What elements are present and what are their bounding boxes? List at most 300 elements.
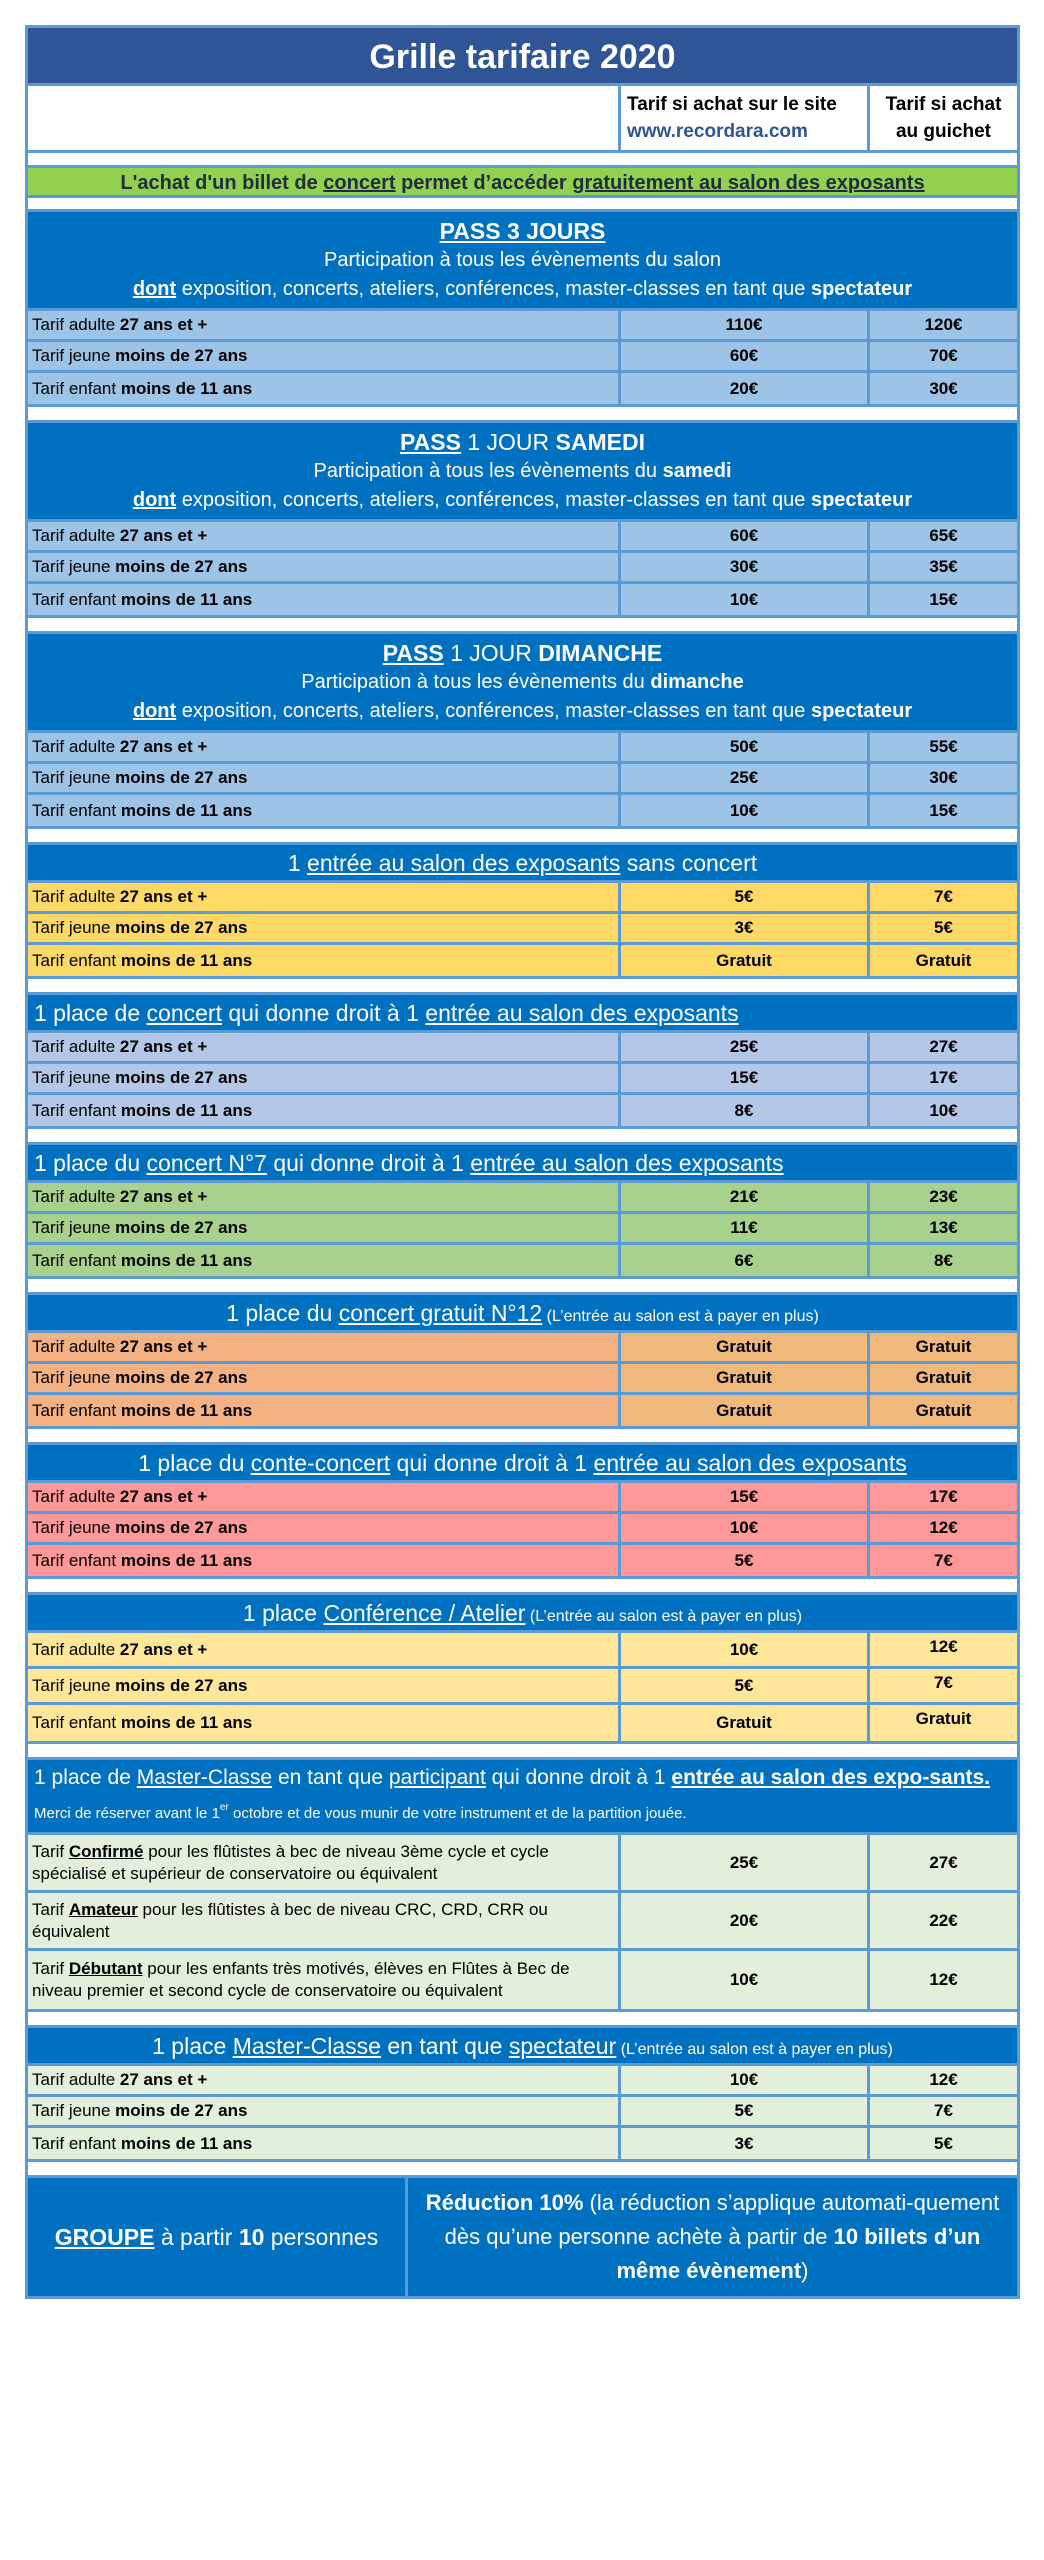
tarif-label-text [32,768,247,788]
price-row [28,2097,1017,2128]
tarif-label [28,764,621,792]
price-site: 21€ [621,1183,870,1211]
section-details [34,275,1011,304]
price-site: 15€ [621,1483,870,1511]
tarif-prefix: Tarif enfant [32,800,121,820]
price-row [28,1333,1017,1364]
tarif-prefix: Tarif enfant [32,1250,121,1270]
tarif-prefix: Tarif adulte [32,1639,120,1659]
price-rows [28,311,1017,407]
price-site: 10€ [621,584,870,615]
tarif-label [28,311,621,339]
tarif-age: moins de 11 ans [120,1400,253,1420]
price-site: Gratuit [621,1333,870,1361]
tarif-label-text [32,1337,207,1357]
price-site: 20€ [621,373,870,404]
section-header [28,212,1017,311]
tarif-label [28,2066,621,2094]
tarif-label-text [32,1401,252,1421]
price-row [28,795,1017,826]
tarif-age: 27 ans et + [119,1037,208,1056]
price-row [28,1669,1017,1705]
price-site: 5€ [621,1669,870,1702]
tarif-label [28,342,621,370]
tarif-label-text [32,1037,207,1057]
tarif-age: moins de 27 ans [115,918,248,937]
price-rows [28,733,1017,829]
tarif-age: moins de 27 ans [115,346,248,365]
reduction-threshold: 10 billets d’un même évènement [616,2224,981,2283]
tarif-label-text [32,590,252,610]
tarif-label-text [32,887,207,907]
price-row [28,1633,1017,1669]
tarif-label [28,1893,621,1948]
price-guichet: 35€ [870,553,1017,581]
group-label [28,2178,408,2296]
price-row [28,373,1017,404]
price-site: 3€ [621,2128,870,2159]
info-banner [28,168,1017,198]
group-label-text [55,2224,378,2251]
tarif-level: Débutant [68,1959,143,1978]
tarif-label-text [32,1676,247,1696]
spacer [28,1429,1017,1445]
tarif-prefix: Tarif jeune [32,1218,116,1237]
price-guichet: 17€ [870,1483,1017,1511]
tarif-prefix: Tarif adulte [32,315,120,334]
tarif-label-text [32,1551,252,1571]
tarif-age: 27 ans et + [119,887,208,906]
spacer [28,2012,1017,2028]
price-row [28,1395,1017,1426]
tarif-desc: pour les flûtistes à bec de niveau CRC, CRD, CRR ou équivalent [32,1899,548,1941]
section-title-part: 1 place [242,1600,324,1626]
section-title [34,638,1011,668]
tarif-label [28,1514,621,1542]
section-details [34,486,1011,515]
section-title-part: 1 place de [34,1000,147,1026]
tarif-label-text [32,1640,207,1660]
price-rows [28,2066,1017,2162]
section-title-part: conte-concert [250,1450,391,1476]
group-end: personnes [264,2223,379,2250]
section-title-part: concert N°7 [146,1150,267,1176]
tarif-prefix: Tarif adulte [32,737,120,756]
tarif-label-text [32,1251,252,1271]
price-site: 8€ [621,1095,870,1126]
section-header [28,423,1017,522]
tarif-label-text [32,951,252,971]
spacer [28,1579,1017,1595]
section-header [28,995,1017,1033]
price-row [28,311,1017,342]
price-guichet: 13€ [870,1214,1017,1242]
price-row [28,1705,1017,1741]
reduction-end: ) [801,2258,809,2283]
column-guichet-line2: au guichet [895,121,991,142]
price-guichet: 30€ [870,764,1017,792]
price-guichet: Gratuit [870,1364,1017,1392]
tarif-label [28,1483,621,1511]
tarif-label-text [32,526,207,546]
section-note: (L’entrée au salon est à payer en plus) [542,1308,819,1325]
section-title-part: entrée au salon des exposants [470,1150,784,1176]
price-guichet: 65€ [870,522,1017,550]
price-guichet: 7€ [870,2097,1017,2125]
price-site: 60€ [621,342,870,370]
price-site: 25€ [621,764,870,792]
spacer [28,618,1017,634]
section-title [34,1298,1011,1332]
section-title-part: qui donne droit à 1 [390,1450,594,1476]
tarif-label-text [32,557,247,577]
price-rows [28,883,1017,979]
price-site: 11€ [621,1214,870,1242]
tarif-prefix: Tarif [32,1841,69,1861]
price-row [28,733,1017,764]
price-row [28,342,1017,373]
section-note: (L’entrée au salon est à payer en plus) [616,2041,893,2058]
price-site: 20€ [621,1893,870,1948]
section-title-part: en tant que [272,1766,389,1789]
column-header-guichet [870,86,1017,150]
tarif-label [28,522,621,550]
tarif-prefix: Tarif enfant [32,1713,121,1732]
tarif-label-text [32,1218,247,1238]
tarif-label [28,1705,621,1741]
tarif-prefix: Tarif jeune [32,918,116,937]
section-title-part: entrée au salon des exposants [307,850,621,876]
spacer [28,2162,1017,2178]
reduction-rate: Réduction 10% [425,2190,584,2215]
price-guichet: 7€ [870,883,1017,911]
section-title [34,1148,1011,1178]
price-guichet: 27€ [870,1835,1017,1890]
tarif-prefix: Tarif adulte [32,887,120,906]
details-dont: dont [132,489,177,511]
tarif-label-text [32,2134,252,2154]
section-title [34,1764,1011,1828]
tarif-label-text [32,1368,247,1388]
price-rows [28,1033,1017,1129]
price-row [28,522,1017,553]
tarif-label [28,1669,621,1702]
section-note-2: octobre et de vous munir de votre instrument et de la partition jouée. [228,1805,687,1822]
tarif-label-text [32,1187,207,1207]
price-rows [28,1183,1017,1279]
tarif-label-text [32,918,247,938]
price-site: 5€ [621,883,870,911]
group-count: 10 [238,2223,265,2250]
tarif-label-text [32,1713,252,1733]
price-guichet: 30€ [870,373,1017,404]
price-guichet: 5€ [870,914,1017,942]
price-row [28,2066,1017,2097]
price-guichet: 12€ [870,1514,1017,1542]
column-site-label: Tarif si achat sur le site [627,94,837,115]
tarif-label-text [32,2101,247,2121]
banner-concert: concert [323,172,396,194]
price-site: Gratuit [621,1395,870,1426]
pass-day: SAMEDI [555,429,645,455]
price-site: 25€ [621,1835,870,1890]
price-rows [28,1633,1017,1744]
price-guichet: 8€ [870,1245,1017,1276]
tarif-prefix: Tarif jeune [32,1368,116,1387]
section-title-part: qui donne droit à 1 [485,1766,672,1789]
tarif-age: 27 ans et + [119,1487,208,1506]
tarif-label-text [32,1518,247,1538]
section-title-part: 1 place de [34,1766,137,1789]
spacer [28,829,1017,845]
tarif-prefix: Tarif jeune [32,1068,116,1087]
tarif-label-text [32,315,207,335]
tarif-prefix: Tarif jeune [32,1675,116,1695]
section-subtitle [34,668,1011,697]
price-row [28,1245,1017,1276]
tarif-desc: pour les flûtistes à bec de niveau 3ème cycle et cycle spécialisé et supérieur de conservatoire ou équivalent [32,1841,549,1883]
price-guichet: Gratuit [870,1705,1017,1741]
column-header-empty [28,86,621,150]
tarif-age: moins de 27 ans [115,1675,248,1695]
price-guichet: 17€ [870,1064,1017,1092]
tarif-age: moins de 27 ans [115,1518,248,1537]
section-title-part: Master-Classe [232,2033,381,2059]
pass-title: PASS [400,429,461,455]
tarif-label-text [32,1841,614,1885]
tarif-label-text [32,737,207,757]
section-header [28,2028,1017,2066]
section-title [34,848,1011,878]
price-grid [25,25,1020,2299]
price-site: 10€ [621,1951,870,2009]
price-site: 10€ [621,1633,870,1666]
tarif-age: moins de 27 ans [115,768,248,787]
price-site: 3€ [621,914,870,942]
price-row [28,1951,1017,2009]
price-row [28,1064,1017,1095]
tarif-label [28,1333,621,1361]
tarif-age: 27 ans et + [119,1337,208,1356]
price-row [28,883,1017,914]
price-site: 10€ [621,2066,870,2094]
tarif-label [28,373,621,404]
reduction-text [418,2186,1007,2288]
section-title-part: entrée au salon des expo-sants. [671,1766,991,1789]
price-row [28,1183,1017,1214]
tarif-label [28,914,621,942]
section-title-part: sans concert [620,850,758,876]
section-title-part: Conférence / Atelier [323,1600,526,1626]
section-header [28,1295,1017,1333]
tarif-age: moins de 27 ans [115,557,248,576]
details-dont: dont [132,278,177,300]
price-row [28,553,1017,584]
section-title-part: concert gratuit N°12 [338,1300,543,1326]
group-mid: à partir [154,2223,239,2250]
tarif-label-text [32,1068,247,1088]
reduction-desc: (la réduction s’applique automati-quement dès qu’une personne achète à partir de [444,2190,1000,2249]
tarif-age: moins de 11 ans [120,2133,253,2153]
tarif-level: Amateur [68,1899,138,1919]
subtitle-day: samedi [662,460,732,482]
price-site: Gratuit [621,1705,870,1741]
site-url-link[interactable]: www.recordara.com [627,121,808,142]
price-row [28,1835,1017,1893]
price-site: 10€ [621,795,870,826]
tarif-label [28,1395,621,1426]
tarif-label-text [32,801,252,821]
tarif-label [28,1064,621,1092]
section-title [34,1598,1011,1632]
tarif-label [28,945,621,976]
price-site: Gratuit [621,945,870,976]
spacer [28,407,1017,423]
section-title-part: Master-Classe [136,1766,273,1789]
section-header [28,845,1017,883]
tarif-prefix: Tarif enfant [32,589,121,609]
price-guichet: 15€ [870,584,1017,615]
spacer [28,153,1017,168]
tarif-age: moins de 27 ans [115,2101,248,2120]
tarif-prefix: Tarif adulte [32,1487,120,1506]
tarif-label-text [32,379,252,399]
price-row [28,2128,1017,2159]
section-title [34,216,1011,246]
pass-mid: 1 JOUR [443,640,539,666]
price-row [28,1095,1017,1126]
tarif-label [28,553,621,581]
tarif-age: 27 ans et + [119,2070,208,2089]
tarif-age: 27 ans et + [119,526,208,545]
price-guichet: 12€ [870,2066,1017,2094]
tarif-prefix: Tarif [32,1959,69,1978]
tarif-age: moins de 11 ans [120,950,253,970]
tarif-label-text [32,1101,252,1121]
section-title-part: entrée au salon des exposants [593,1450,907,1476]
section-title-part: entrée au salon des exposants [425,1000,739,1026]
price-site: 25€ [621,1033,870,1061]
section-subtitle [34,457,1011,486]
tarif-label [28,733,621,761]
details-text: exposition, concerts, ateliers, conférences, master-classes en tant que [176,278,811,300]
tarif-label [28,795,621,826]
tarif-label-text [32,1487,207,1507]
details-text: exposition, concerts, ateliers, conférences, master-classes en tant que [176,489,811,511]
price-row [28,1364,1017,1395]
tarif-prefix: Tarif enfant [32,1550,121,1570]
price-guichet: 120€ [870,311,1017,339]
section-note-sup: er [219,1802,229,1813]
tarif-label [28,1214,621,1242]
tarif-age: moins de 11 ans [120,589,253,609]
price-site: 5€ [621,1545,870,1576]
tarif-label [28,1095,621,1126]
price-row [28,584,1017,615]
banner-text-2: permet d’accéder [395,172,573,194]
section-title-part: 1 place [152,2033,233,2059]
section-header [28,1145,1017,1183]
price-guichet: 70€ [870,342,1017,370]
price-guichet: 12€ [870,1951,1017,2009]
price-guichet: 22€ [870,1893,1017,1948]
price-site: 60€ [621,522,870,550]
price-site: 15€ [621,1064,870,1092]
details-dont: dont [132,700,177,722]
tarif-label-text [32,1899,614,1943]
banner-salon: gratuitement au salon des exposants [572,172,925,194]
tarif-prefix: Tarif jeune [32,557,116,576]
tarif-label [28,1364,621,1392]
section-header [28,1445,1017,1483]
price-rows [28,1483,1017,1579]
section-subtitle [34,246,1011,275]
tarif-prefix: Tarif enfant [32,1100,121,1120]
price-rows [28,522,1017,618]
section-header [28,634,1017,733]
tarif-age: moins de 27 ans [115,1218,248,1237]
details-spectateur: spectateur [810,700,913,722]
price-guichet: 7€ [870,1669,1017,1702]
section-title [34,427,1011,457]
price-guichet: Gratuit [870,1395,1017,1426]
spacer [28,198,1017,212]
tarif-label [28,1633,621,1666]
tarif-label [28,2128,621,2159]
price-guichet: 12€ [870,1633,1017,1666]
tarif-prefix: Tarif enfant [32,1400,121,1420]
group-word: GROUPE [54,2223,155,2250]
pass-title: PASS 3 JOURS [439,218,606,244]
spacer [28,1129,1017,1145]
price-site: 50€ [621,733,870,761]
details-spectateur: spectateur [810,278,913,300]
tarif-prefix: Tarif jeune [32,768,116,787]
tarif-label-text [32,2070,207,2090]
section-header [28,1595,1017,1633]
section-title [34,1448,1011,1478]
column-header [28,86,1017,153]
spacer [28,1744,1017,1760]
sections [28,198,1017,2296]
tarif-prefix: Tarif adulte [32,1337,120,1356]
price-row [28,764,1017,795]
section-title-part: 1 [287,850,308,876]
details-text: exposition, concerts, ateliers, conférences, master-classes en tant que [176,700,811,722]
page-title: Grille tarifaire 2020 [28,28,1017,86]
tarif-age: 27 ans et + [119,737,208,756]
spacer [28,1279,1017,1295]
pass-title: PASS [382,640,444,666]
price-rows [28,1835,1017,2012]
tarif-prefix: Tarif jeune [32,346,116,365]
price-row [28,1483,1017,1514]
tarif-prefix: Tarif adulte [32,1187,120,1206]
tarif-age: 27 ans et + [119,315,208,334]
price-row [28,1545,1017,1576]
price-row [28,945,1017,976]
price-guichet: Gratuit [870,1333,1017,1361]
price-row [28,1893,1017,1951]
section-title-part: concert [146,1000,222,1026]
price-site: 30€ [621,553,870,581]
tarif-prefix: Tarif enfant [32,2133,121,2153]
tarif-age: moins de 11 ans [120,378,253,398]
tarif-prefix: Tarif enfant [32,950,121,970]
tarif-label [28,584,621,615]
section-title-part: 1 place du [226,1300,339,1326]
banner-text: L'achat d'un billet de [120,172,324,194]
